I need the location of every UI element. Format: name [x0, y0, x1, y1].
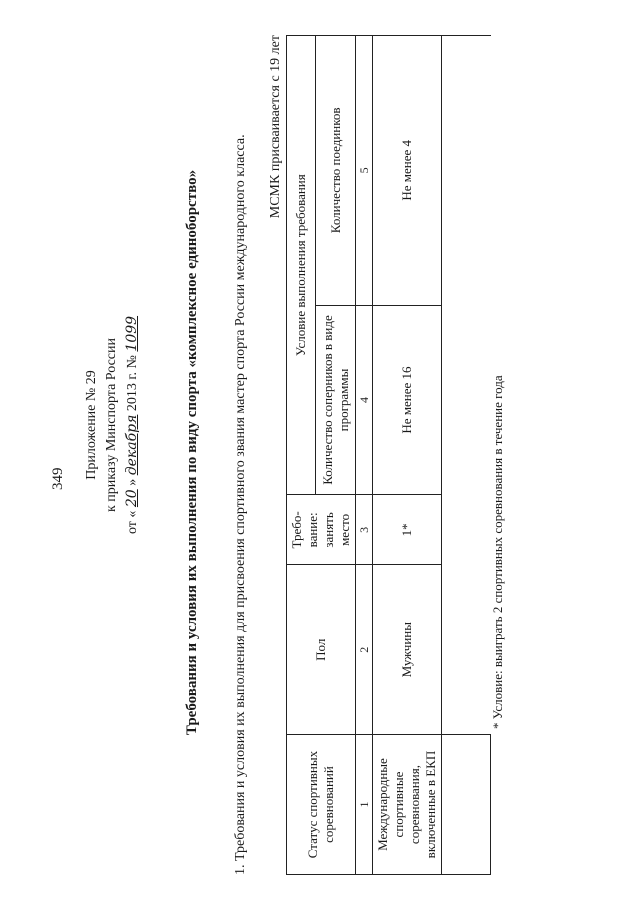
requirements-table [286, 35, 491, 875]
col-number: 5 [356, 36, 373, 306]
header-row [287, 36, 316, 875]
col2-header: Пол [287, 565, 356, 735]
cell-opponents: Не менее 16 [373, 305, 442, 495]
date-month: декабря [124, 414, 140, 476]
section-1-text: 1. Требования и условия их выполнения для присвоения спортивного звания мастер спорта России международного класса. [233, 134, 248, 875]
col-number: 4 [356, 305, 373, 495]
cell-status: Международные спортивные соревнования, включенные в ЕКП [373, 735, 442, 875]
date-mid: » [125, 478, 140, 486]
col1-header: Статус спортивных соревнований [287, 735, 356, 875]
cell-place: 1* [373, 495, 442, 565]
footnote-cell [442, 36, 491, 735]
page-number: 349 [50, 467, 66, 490]
cell-sex: Мужчины [373, 565, 442, 735]
column-number-row [356, 36, 373, 875]
annex-date [124, 245, 141, 605]
table-row [373, 36, 442, 875]
table-row-empty [442, 36, 491, 875]
annex-title: Приложение № 29 [84, 370, 99, 480]
table-caption: МСМК присваивается с 19 лет [268, 35, 283, 219]
col4-header: Количество соперников в виде программы [316, 305, 356, 495]
condition-header: Условие выполнения требования [287, 36, 316, 495]
date-day: 20 [124, 489, 140, 508]
date-year: 2013 г. № [125, 355, 140, 412]
col-number: 2 [356, 565, 373, 735]
col-number: 1 [356, 735, 373, 875]
cell-empty [442, 735, 491, 875]
date-prefix: от « [125, 510, 140, 535]
col-number: 3 [356, 495, 373, 565]
footnote: * Условие: выиграть 2 спортивных соревнования в течение года [490, 375, 505, 729]
document-title: Требования и условия их выполнения по виду спорта «комплексное единоборство» [184, 169, 200, 736]
col3-header: Требо-вание: занять место [287, 495, 356, 565]
cell-bouts: Не менее 4 [373, 36, 442, 306]
annex-order: к приказу Минспорта России [104, 338, 119, 512]
col5-header: Количество поединков [316, 36, 356, 306]
order-number: 1099 [124, 315, 140, 352]
